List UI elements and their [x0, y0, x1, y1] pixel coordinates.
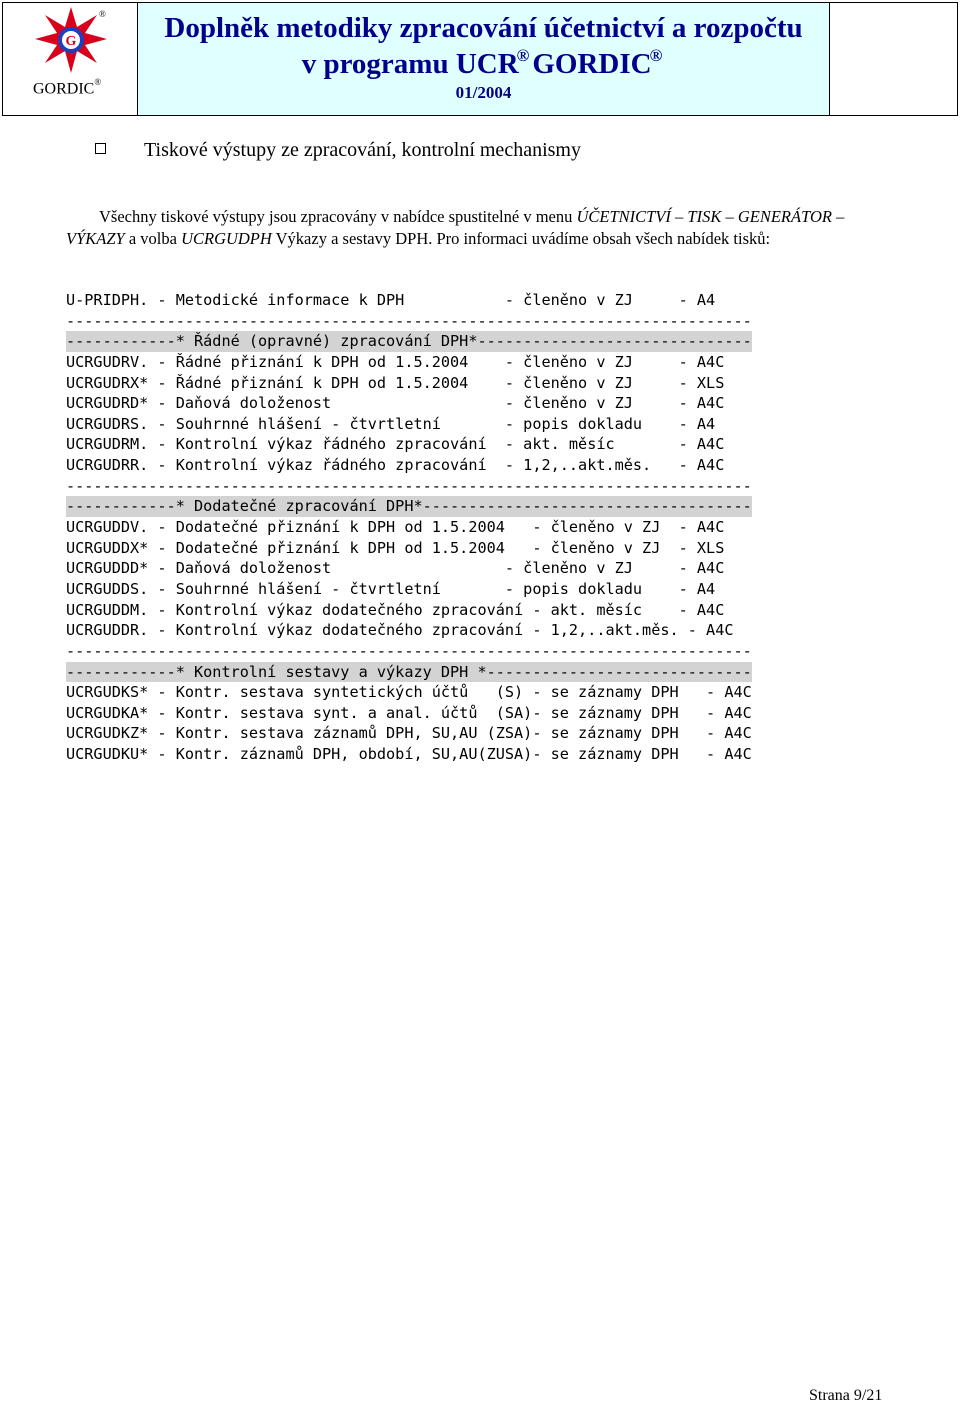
listing-line: U-PRIDPH. - Metodické informace k DPH - členěno v ZJ - A4 [66, 291, 716, 309]
listing-line: UCRGUDRM. - Kontrolní výkaz řádného zpracování - akt. měsíc - A4C [66, 435, 725, 454]
title-reg-mark-1: ® [516, 46, 530, 65]
listing-line: UCRGUDDX* - Dodatečné přiznání k DPH od 1.5.2004 - členěno v ZJ - XLS [66, 538, 725, 557]
title-company: GORDIC [532, 48, 652, 80]
logo-reg-mark: ® [99, 9, 106, 19]
title-reg-mark-2: ® [649, 46, 663, 65]
listing-line: UCRGUDDM. - Kontrolní výkaz dodatečného zpracování - akt. měsíc - A4C [66, 600, 725, 619]
intro-paragraph [66, 206, 906, 250]
title-program: v programu UCR [301, 48, 519, 80]
header-empty-cell [830, 3, 957, 115]
gordic-logo-icon [33, 5, 109, 77]
intro-option: UCRGUDPH [181, 229, 272, 248]
print-output-listing [66, 290, 888, 765]
section-heading-text: Tiskové výstupy ze zpracování, kontrolní mechanismy [144, 139, 581, 161]
listing-line: UCRGUDKZ* - Kontr. sestava záznamů DPH, SU,AU (ZSA)- se záznamy DPH - A4C [66, 724, 752, 743]
logo [3, 3, 138, 115]
listing-line: UCRGUDDD* - Daňová doloženost - členěno v ZJ - A4C [66, 559, 725, 578]
document-title [138, 3, 830, 115]
listing-line: UCRGUDRR. - Kontrolní výkaz řádného zpracování - 1,2,..akt.měs. - A4C [66, 456, 725, 475]
intro-menu-path: ÚČETNICTVÍ – TISK – GENERÁTOR – VÝKAZY [66, 207, 845, 248]
section-title-control: ------------* Kontrolní sestavy a výkazy DPH *----------------------------- [66, 662, 752, 681]
listing-line: UCRGUDRD* - Daňová doloženost - členěno v ZJ - A4C [66, 394, 725, 413]
section-heading [95, 139, 581, 162]
listing-line: UCRGUDDS. - Souhrnné hlášení - čtvrtletní - popis dokladu - A4 [66, 579, 716, 598]
listing-line: UCRGUDRX* - Řádné přiznání k DPH od 1.5.2004 - členěno v ZJ - XLS [66, 373, 725, 392]
section-title-regular: ------------* Řádné (opravné) zpracování DPH*------------------------------ [66, 332, 752, 351]
listing-line: UCRGUDDR. - Kontrolní výkaz dodatečného zpracování - 1,2,..akt.měs. - A4C [66, 621, 734, 640]
section-title-additional: ------------* Dodatečné zpracování DPH*------------------------------------ [66, 497, 752, 516]
intro-text-1: Všechny tiskové výstupy jsou zpracovány v nabídce spustitelné v menu [99, 207, 577, 226]
listing-line: UCRGUDKA* - Kontr. sestava synt. a anal. účtů (SA)- se záznamy DPH - A4C [66, 703, 752, 722]
title-line-1: Doplněk metodiky zpracování účetnictví a rozpočtu [164, 12, 803, 44]
logo-text-reg: ® [94, 77, 102, 87]
logo-letter: G [65, 34, 77, 49]
intro-text-2: a volba [124, 229, 182, 248]
listing-line: UCRGUDKU* - Kontr. záznamů DPH, období, SU,AU(ZUSA)- se záznamy DPH - A4C [66, 745, 752, 764]
title-date: 01/2004 [455, 83, 512, 102]
listing-line: UCRGUDRV. - Řádné přiznání k DPH od 1.5.2004 - členěno v ZJ - A4C [66, 352, 725, 371]
logo-text [33, 79, 101, 98]
listing-line: UCRGUDDV. - Dodatečné přiznání k DPH od 1.5.2004 - členěno v ZJ - A4C [66, 518, 725, 537]
separator-line: --------------------------------------------------------------------------- [66, 311, 752, 330]
intro-text-3: Výkazy a sestavy DPH. Pro informaci uvádíme obsah všech nabídek tisků: [271, 229, 771, 248]
page-header [2, 2, 958, 116]
separator-line: --------------------------------------------------------------------------- [66, 641, 752, 660]
page-number: Strana 9/21 [809, 1387, 883, 1404]
logo-name: GORDIC [33, 80, 95, 98]
checkbox-bullet-icon [95, 143, 106, 154]
title-line-2 [138, 47, 829, 85]
listing-line: UCRGUDKS* - Kontr. sestava syntetických účtů (S) - se záznamy DPH - A4C [66, 683, 752, 702]
separator-line: --------------------------------------------------------------------------- [66, 476, 752, 495]
listing-line: UCRGUDRS. - Souhrnné hlášení - čtvrtletní - popis dokladu - A4 [66, 414, 716, 433]
